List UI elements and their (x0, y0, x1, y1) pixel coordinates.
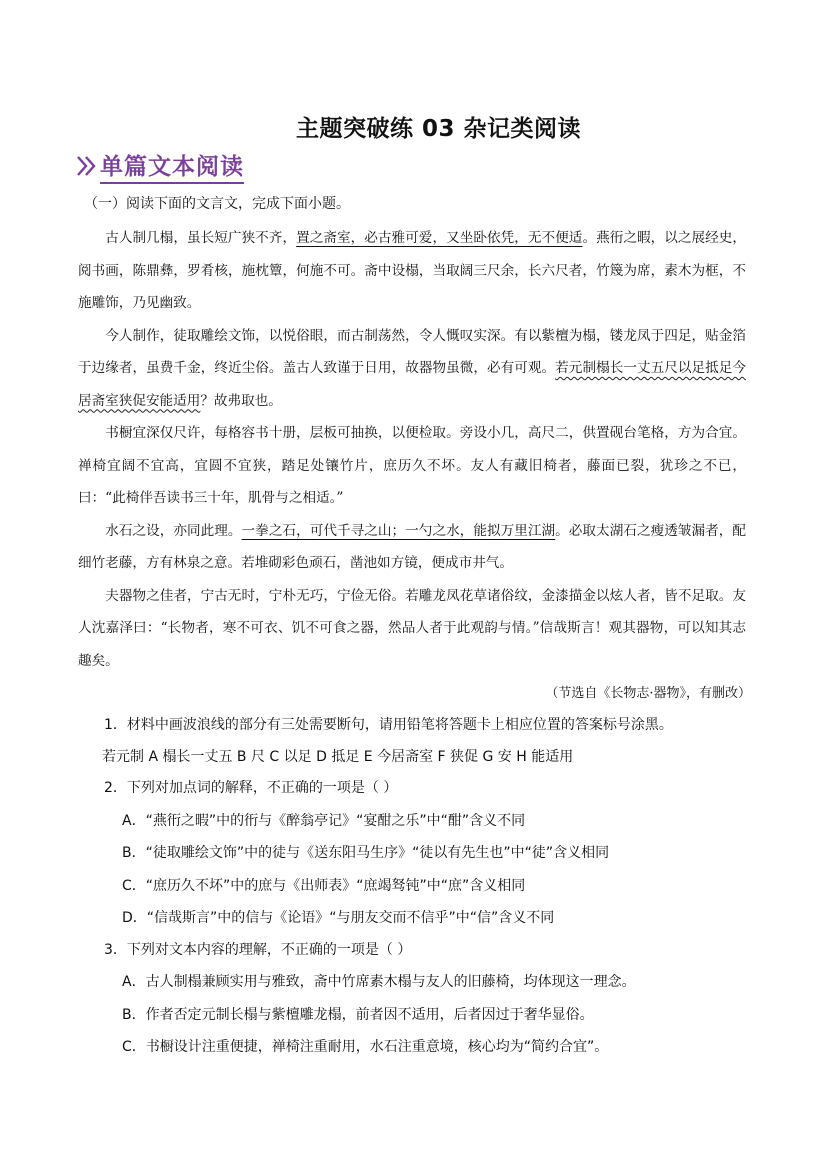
option-b: B．“徒取雕绘文饰”中的徒与《送东阳马生序》“徒以有先生也”中“徒”含义相同 (122, 845, 610, 861)
section-label: 单篇文本阅读 (100, 148, 244, 184)
passage-paragraph: 书橱宜深仅尺许，每格容书十册，层板可抽换，以便检取。旁设小几，高尺二，供置砚台笔格，方为合宜。禅椅宜阔不宜高，宜圆不宜狭，踏足处镶竹片，庶历久不坏。友人有藏旧椅者，藤面已裂，犹珍之不已，曰：“此椅伴吾读书三十年，肌骨与之相适。” (78, 425, 746, 506)
option-c: C．书橱设计注重便捷，禅椅注重耐用，水石注重意境，核心均为“简约合宜”。 (122, 1039, 609, 1055)
section-header (76, 148, 244, 184)
passage-paragraph: 水石之设，亦同此理。一拳之石，可代千寻之山；一勺之水，能拟万里江湖。必取太湖石之瘦透皱漏者，配细竹老藤，方有林泉之意。若堆砌彩色顽石，凿池如方镜，便成市井气。 (78, 522, 747, 571)
question-3 (104, 935, 754, 1064)
question-list (104, 710, 754, 1064)
question-2 (104, 773, 754, 935)
question-1 (104, 710, 754, 773)
reading-instruction: （一）阅读下面的文言文，完成下面小题。 (84, 196, 350, 212)
question-stem: 1．材料中画波浪线的部分有三处需要断句，请用铅笔将答题卡上相应位置的答案标号涂黑。 (104, 717, 673, 733)
wavy-underlined-phrase: 若元制榻长一丈五尺以足抵足今居斋室狭促安能适用 (78, 360, 746, 409)
question-extra: 若元制 A 榻长一丈五 B 尺 C 以足 D 抵足 E 今居斋室 F 狭促 G 安 H 能适用 (102, 748, 574, 765)
option-a: A．“燕衎之暇”中的衎与《醉翁亭记》“宴酣之乐”中“酣”含义不同 (122, 812, 526, 829)
source-citation: （节选自《长物志·器物》，有删改） (545, 686, 751, 701)
question-stem: 3．下列对文本内容的理解，不正确的一项是（ ） (104, 941, 412, 958)
page-title: 主题突破练 03 杂记类阅读 (295, 116, 582, 142)
double-chevron-right-icon (76, 154, 98, 178)
underlined-phrase: 一拳之石，可代千寻之山；一勺之水，能拟万里江湖 (241, 522, 556, 539)
classical-passage (78, 222, 746, 677)
option-d: D．“信哉斯言”中的信与《论语》“与朋友交而不信乎”中“信”含义不同 (122, 910, 555, 926)
passage-paragraph: 今人制作，徒取雕绘文饰，以悦俗眼，而古制荡然，令人慨叹实深。有以紫檀为榻，镂龙凤于四足，贴金箔于边缘者，虽费千金，终近尘俗。盖古人致谨于日用，故器物虽微，必有可观。若元制榻长一丈五尺以足抵足今居斋室狭促安能适用？故弗取也。 (78, 327, 746, 409)
passage-paragraph: 古人制几榻，虽长短广狭不齐，置之斋室，必古雅可爱，又坐卧依凭，无不便适。燕衎之暇，以之展经史，阅书画，陈鼎彝，罗肴核，施枕簟，何施不可。斋中设榻，当取阔三尺余，长六尺者，竹篾为席，素木为框，不施雕饰，乃见幽致。 (78, 230, 747, 311)
question-stem: 2．下列对加点词的解释，不正确的一项是（ ） (104, 780, 398, 796)
option-c: C．“庶历久不坏”中的庶与《出师表》“庶竭驽钝”中“庶”含义相同 (122, 877, 526, 894)
option-b: B．作者否定元制长榻与紫檀雕龙榻，前者因不适用，后者因过于奢华显俗。 (122, 1006, 594, 1023)
option-a: A．古人制榻兼顾实用与雅致，斋中竹席素木榻与友人的旧藤椅，均体现这一理念。 (122, 974, 636, 990)
underlined-phrase: 置之斋室，必古雅可爱，又坐卧依凭，无不便适 (296, 230, 583, 246)
passage-paragraph: 夫器物之佳者，宁古无时，宁朴无巧，宁俭无俗。若雕龙凤花草诸俗纹，金漆描金以炫人者，皆不足取。友人沈嘉泽曰：“长物者，寒不可衣、饥不可食之器，然品人者于此观韵与情。”信哉斯言！观其器物，可以知其志趣矣。 (78, 587, 746, 669)
